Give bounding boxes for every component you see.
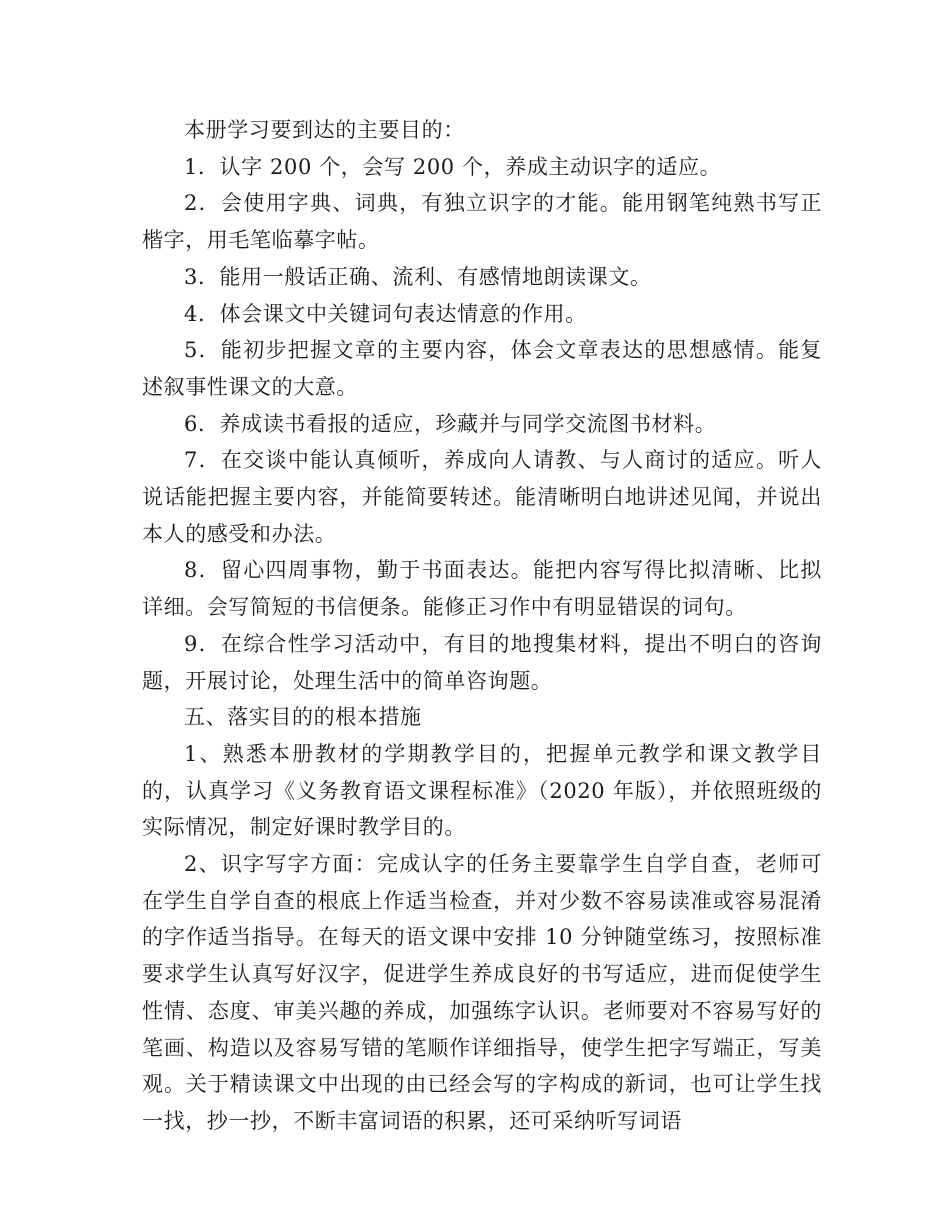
- paragraph-goal-4: 4．体会课文中关键词句表达情意的作用。: [184, 301, 587, 326]
- section-heading-measures: 五、落实目的的根本措施: [184, 705, 422, 730]
- paragraph-goal-5: 5．能初步把握文章的主要内容，体会文章表达的思想感情。能复述叙事性课文的大意。: [142, 338, 822, 399]
- document-body: [142, 112, 822, 1140]
- paragraph-goal-8: 8．留心四周事物，勤于书面表达。能把内容写得比拟清晰、比拟详细。会写简短的书信便条。能修正习作中有明显错误的词句。: [142, 558, 822, 620]
- paragraph-goal-7: 7．在交谈中能认真倾听，养成向人请教、与人商讨的适应。听人说话能把握主要内容，并能简要转述。能清晰明白地讲述见闻，并说出本人的感受和办法。: [142, 448, 822, 546]
- paragraph-goal-3: 3．能用一般话正确、流利、有感情地朗读课文。: [184, 264, 652, 289]
- paragraph-measure-2: 2、识字写字方面：完成认字的任务主要靠学生自学自查，老师可在学生自学自查的根底上作适当检查，并对少数不容易读准或容易混淆的字作适当指导。在每天的语文课中安排 10 分钟随堂练习，按照标准要求学生认真写好汉字，促进学生养成良好的书写适应，进而促使学生性情、态度、审美兴趣的养成，加强练字认识。老师要对不容易写好的笔画、构造以及容易写错的笔顺作详细指导，使学生把字写端正，写美观。关于精读课文中出现的由已经会写的字构成的新词，也可让学生找一找，抄一抄，不断丰富词语的积累，还可采纳听写词语: [142, 852, 822, 1133]
- paragraph-goal-9: 9．在综合性学习活动中，有目的地搜集材料，提出不明白的咨询题，开展讨论，处理生活中的简单咨询题。: [142, 631, 822, 693]
- paragraph-measure-1: 1、熟悉本册教材的学期教学目的，把握单元教学和课文教学目的，认真学习《义务教育语文课程标准》（2020 年版），并依照班级的实际情况，制定好课时教学目的。: [142, 741, 823, 840]
- paragraph-goal-6: 6．养成读书看报的适应，珍藏并与同学交流图书材料。: [184, 411, 717, 436]
- paragraph-goal-2: 2．会使用字典、词典，有独立识字的才能。能用钢笔纯熟书写正楷字，用毛笔临摹字帖。: [142, 191, 822, 253]
- paragraph-goals-heading: 本册学习要到达的主要目的：: [184, 118, 465, 142]
- paragraph-goal-1: 1．认字 200 个，会写 200 个，养成主动识字的适应。: [184, 154, 722, 179]
